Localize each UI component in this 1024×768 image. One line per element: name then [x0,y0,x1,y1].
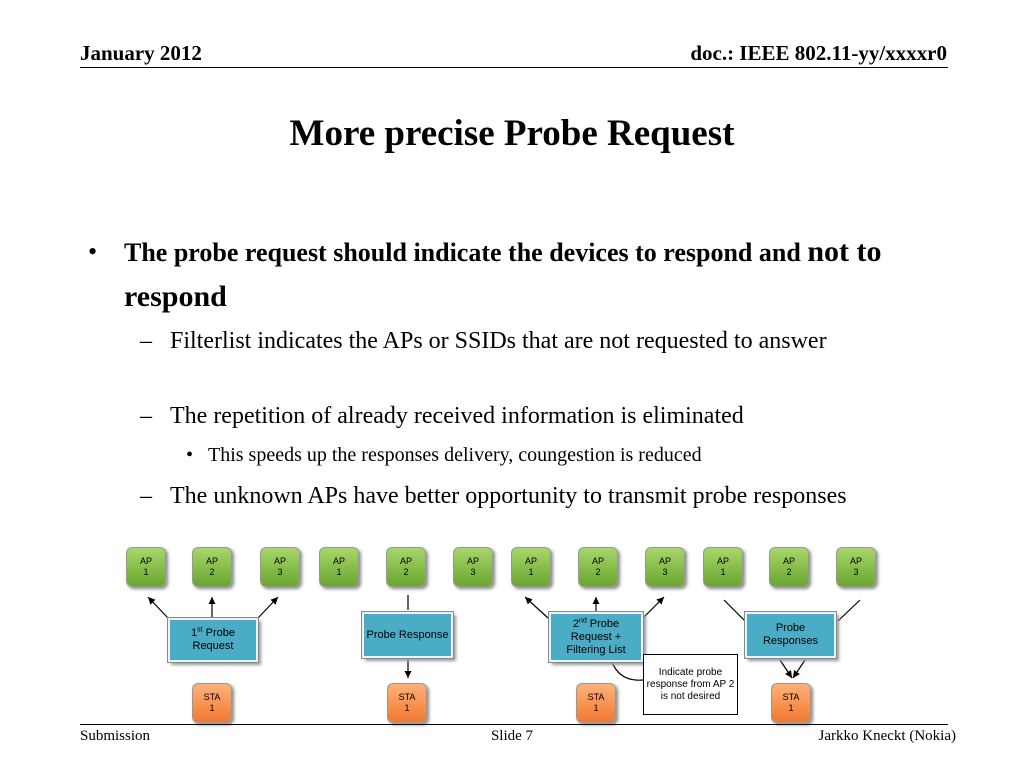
sta-node: STA 1 [576,683,616,723]
slide-title: More precise Probe Request [289,113,735,154]
arrow-responses-sta-right [793,660,805,678]
probe-responses-box: Probe Responses [745,612,836,658]
sub-bullet-unknown-aps: The unknown APs have better opportunity to transmit probe responses [170,483,847,509]
sta-node: STA 1 [771,683,811,723]
sub-bullet-filterlist: Filterlist indicates the APs or SSIDs that are not requested to answer [170,328,827,354]
arrow-filter-ap1 [525,597,548,618]
ap-node: AP 1 [511,547,551,587]
footer-slide-number: Slide 7 [490,728,534,744]
sub-bullet-repetition: The repetition of already received information is eliminated [170,403,744,429]
ap-node: AP 1 [319,547,359,587]
sta-node: STA 1 [387,683,427,723]
arrow-request-ap1 [148,597,168,618]
arrow-responses-sta-left [780,660,792,678]
ap-node: AP 2 [192,547,232,587]
ap-node: AP 3 [453,547,493,587]
dash-marker: – [140,328,152,354]
ap-node: AP 2 [386,547,426,587]
bullet-main-emphasis: not to respond [124,235,882,313]
bullet-marker-small: • [186,444,194,466]
sta-node: STA 1 [192,683,232,723]
header-date: January 2012 [80,41,202,65]
sub-sub-bullet-speed: This speeds up the responses delivery, coungestion is reduced [208,444,702,466]
bullet-main-text: The probe request should indicate the devices to respond and [124,238,808,267]
line-responses-ap3 [838,600,860,621]
header-doc-id: doc.: IEEE 802.11-yy/xxxxr0 [690,41,947,65]
arrow-request-ap3 [258,597,278,618]
ap-node: AP 2 [578,547,618,587]
line-responses-ap1 [724,600,745,621]
ap-node: AP 1 [126,547,166,587]
note-connector [612,662,643,680]
ap-node: AP 1 [703,547,743,587]
ap-node: AP 2 [769,547,809,587]
arrow-filter-ap3 [643,597,664,618]
footer-rule [80,724,948,725]
filter-note-box: Indicate probe response from AP 2 is not desired [643,654,738,715]
dash-marker: – [140,483,152,509]
ap-node: AP 3 [836,547,876,587]
dash-marker: – [140,403,152,429]
ap-node: AP 3 [645,547,685,587]
footer-author: Jarkko Kneckt (Nokia) [818,728,956,744]
probe-response-box: Probe Response [362,612,453,658]
ap-node: AP 3 [260,547,300,587]
first-probe-request-box: 1st Probe Request [168,618,258,662]
second-probe-request-box: 2nd Probe Request + Filtering List [549,612,643,662]
footer-submission: Submission [80,728,151,744]
bullet-marker: • [88,237,98,266]
